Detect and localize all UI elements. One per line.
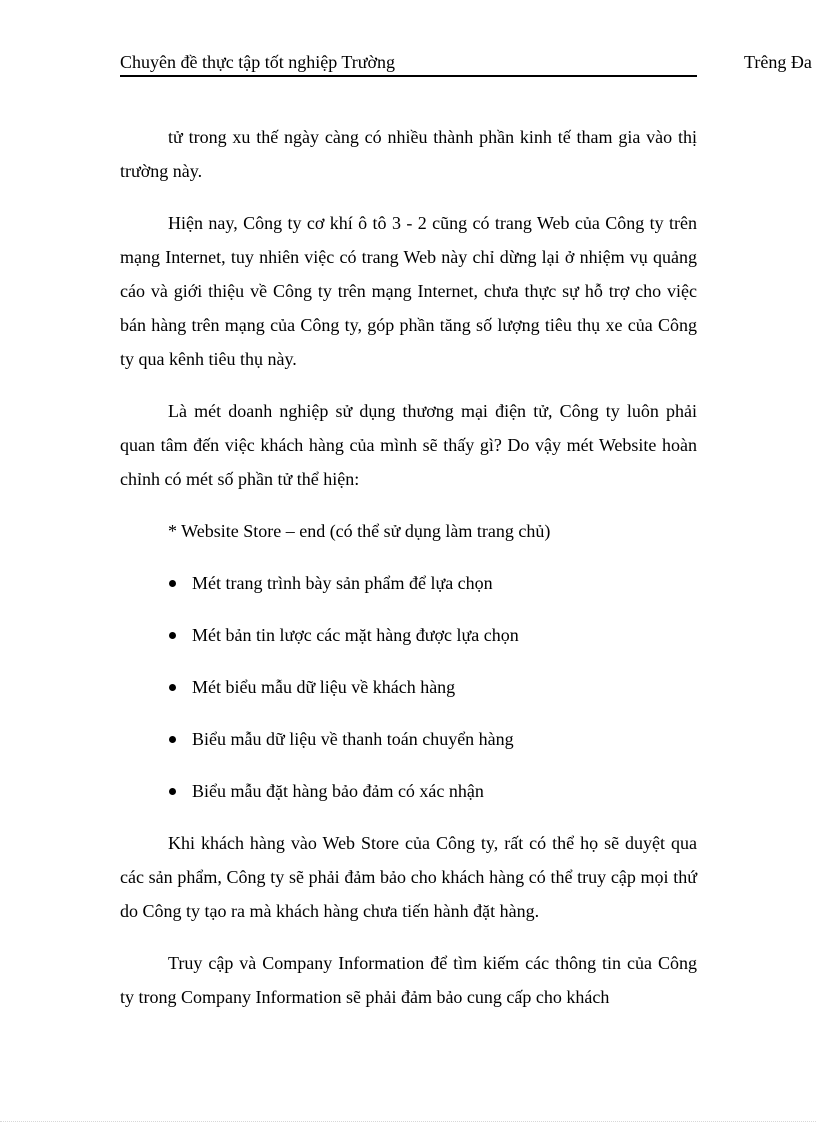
website-elements-list (120, 566, 697, 808)
list-item: Biểu mẫu dữ liệu về thanh toán chuyển hàng (120, 722, 697, 756)
header-divider (120, 75, 697, 77)
bullet-icon (169, 684, 176, 691)
bullet-icon (169, 632, 176, 639)
header-title: Chuyên đề thực tập tốt nghiệp Trường (120, 52, 396, 72)
page-bottom-edge (0, 1121, 816, 1122)
list-item: Mét bản tin lược các mặt hàng được lựa chọn (120, 618, 697, 652)
bullet-icon (169, 736, 176, 743)
paragraph-continued: tử trong xu thế ngày càng có nhiều thành phần kinh tế tham gia vào thị trường này. (120, 127, 697, 181)
list-item: Mét biểu mẫu dữ liệu về khách hàng (120, 670, 697, 704)
paragraph-ecommerce: Là mét doanh nghiệp sử dụng thương mại điện tử, Công ty luôn phải quan tâm đến việc khách hàng của mình sẽ thấy gì? Do vậy mét Website hoàn chỉnh có mét số phần tử thể hiện: (120, 401, 697, 489)
paragraph-company-information: Truy cập và Company Information để tìm kiếm các thông tin của Công ty trong Company Information sẽ phải đảm bảo cung cấp cho khách (120, 953, 697, 1007)
list-intro: * Website Store – end (có thể sử dụng làm trang chủ) (168, 521, 551, 541)
header-right-text: Trêng Đa (744, 52, 812, 72)
bullet-icon (169, 788, 176, 795)
paragraph-web-store: Khi khách hàng vào Web Store của Công ty, rất có thể họ sẽ duyệt qua các sản phẩm, Công ty sẽ phải đảm bảo cho khách hàng có thể truy cập mọi thứ do Công ty tạo ra mà khách hàng chưa tiến hành đặt hàng. (120, 833, 697, 921)
list-item: Biểu mẫu đặt hàng bảo đảm có xác nhận (120, 774, 697, 808)
bullet-icon (169, 580, 176, 587)
document-body (120, 120, 697, 1032)
list-item: Mét trang trình bày sản phẩm để lựa chọn (120, 566, 697, 600)
paragraph-website-status: Hiện nay, Công ty cơ khí ô tô 3 - 2 cũng có trang Web của Công ty trên mạng Internet, tuy nhiên việc có trang Web này chỉ dừng lại ở nhiệm vụ quảng cáo và giới thiệu về Công ty trên mạng Internet, chưa thực sự hỗ trợ cho việc bán hàng trên mạng của Công ty, góp phần tăng số lượng tiêu thụ xe của Công ty qua kênh tiêu thụ này. (120, 213, 697, 369)
